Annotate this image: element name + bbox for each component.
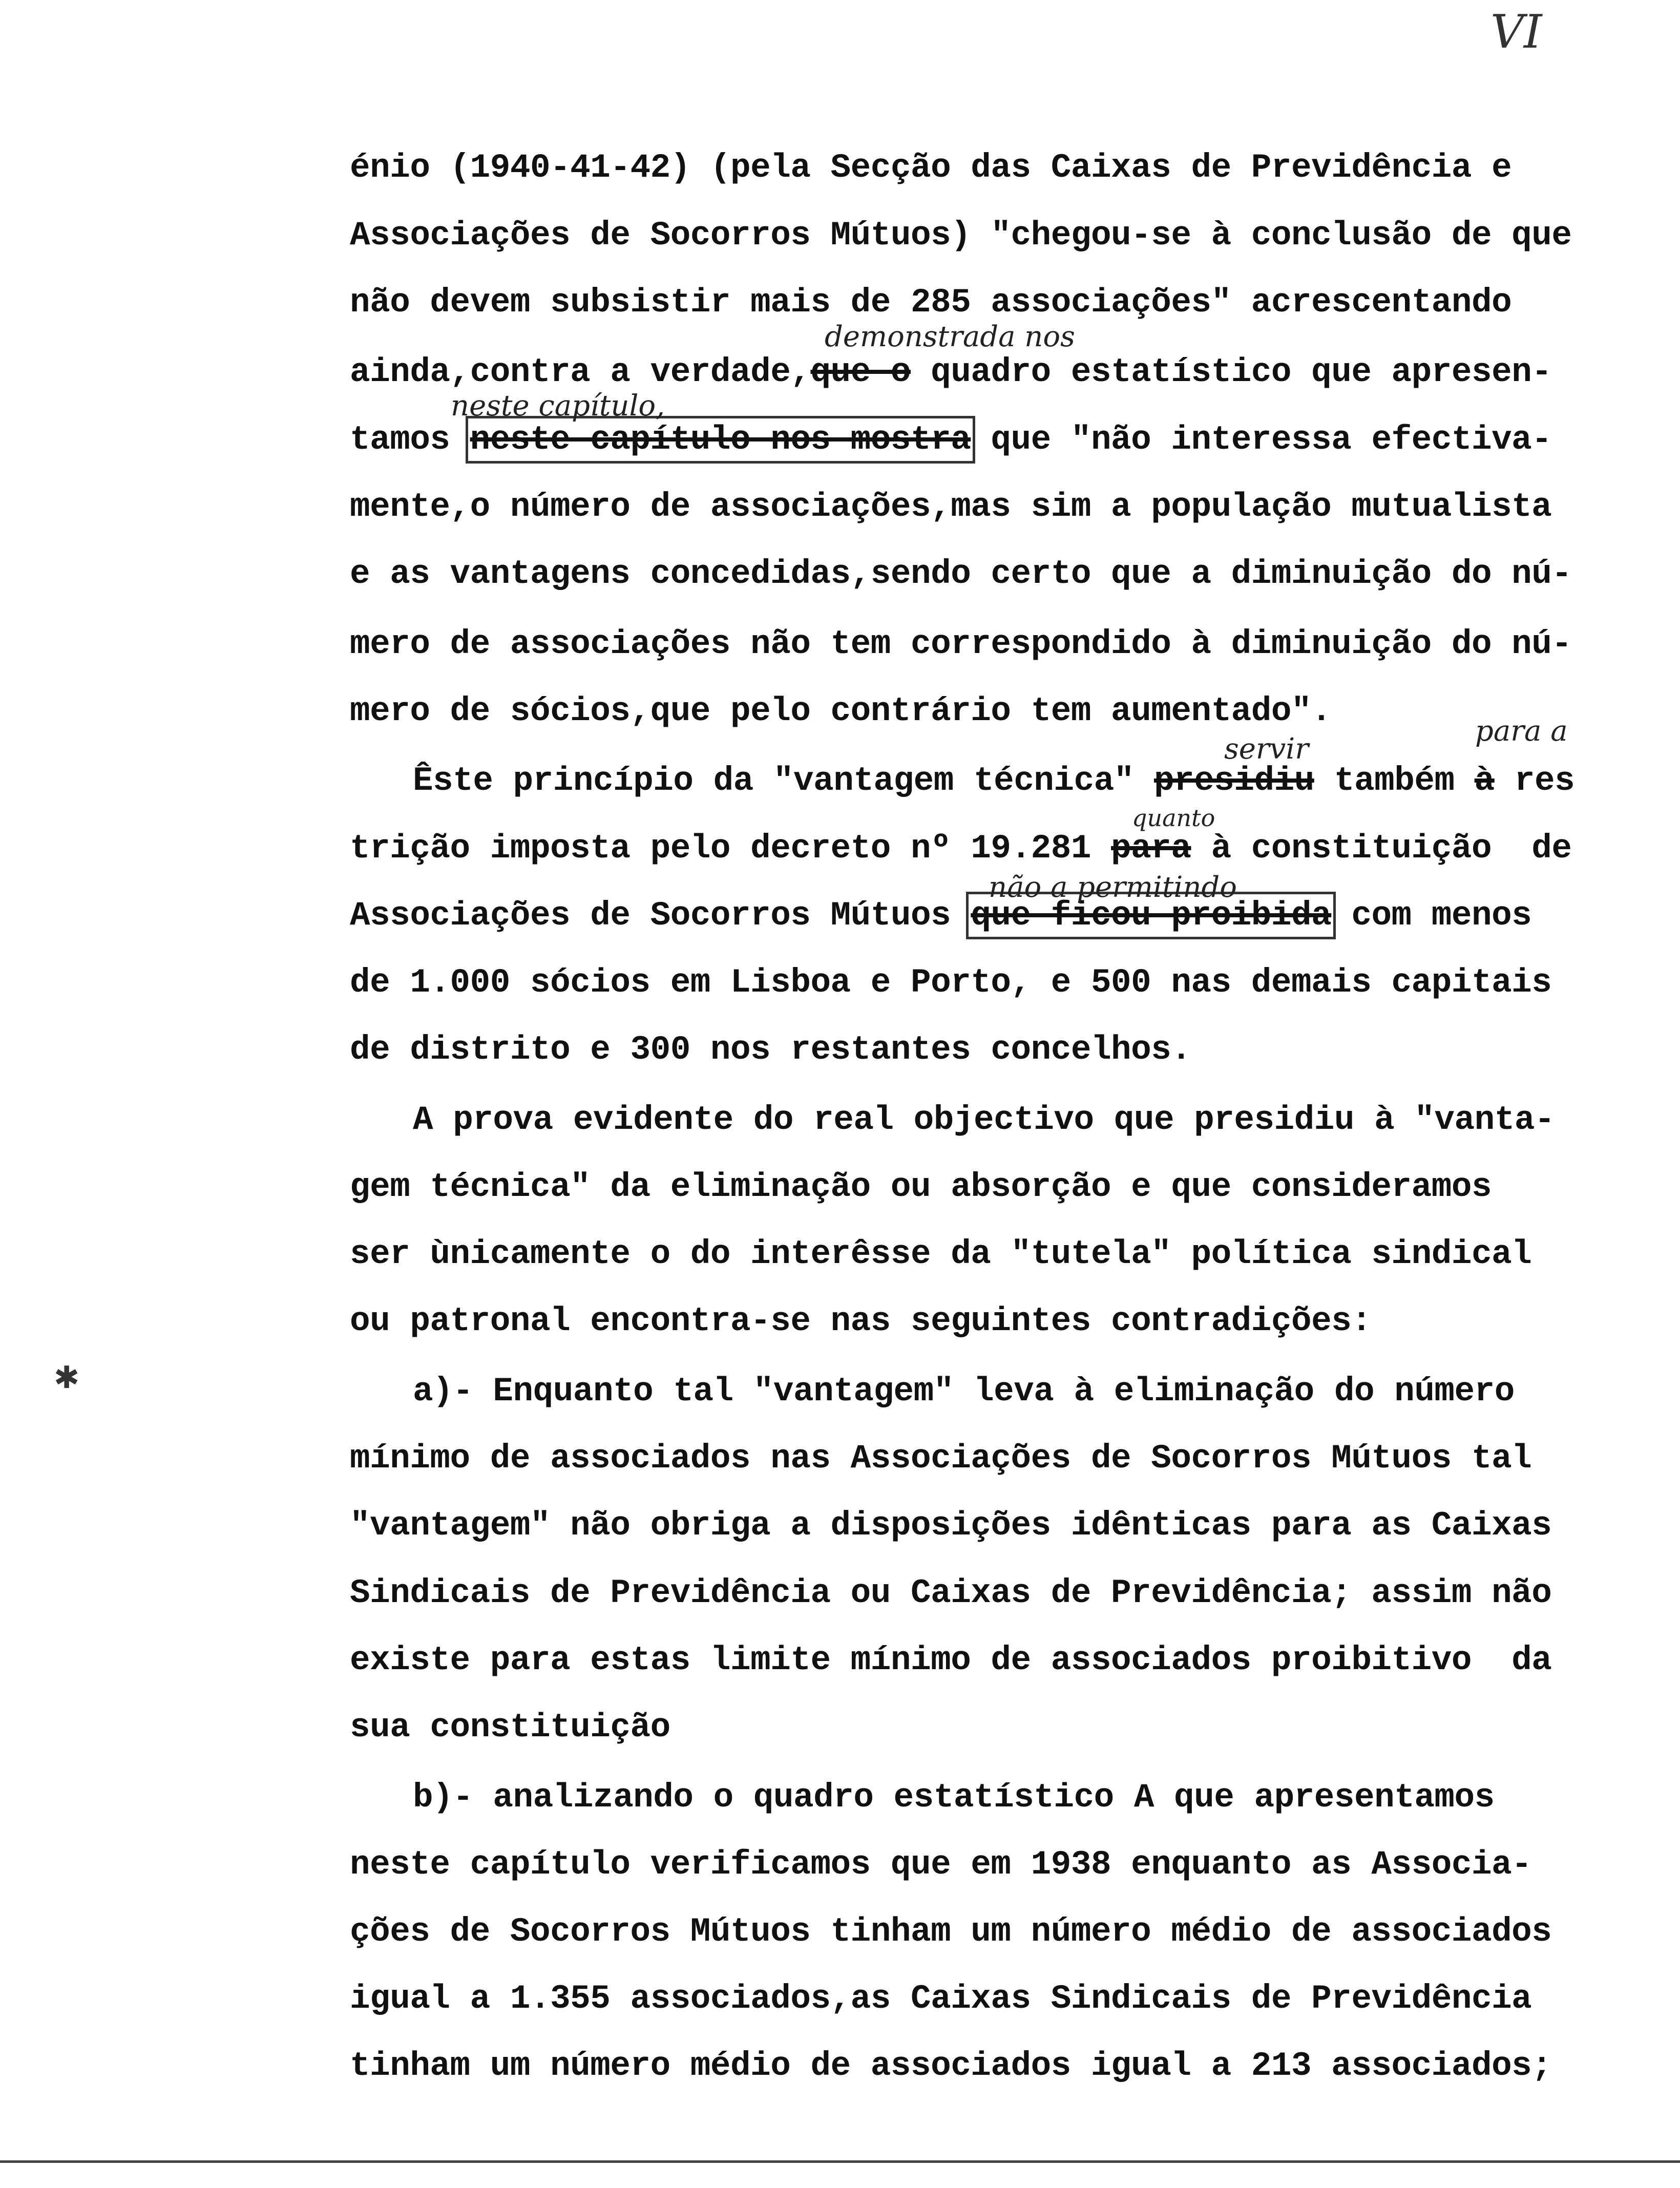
text-segment: Associações de Socorros Mútuos) "chegou-se à conclusão de que: [350, 216, 1572, 255]
text-line: [350, 213, 1572, 259]
page-number: VI: [1490, 5, 1542, 59]
text-line: [350, 1909, 1551, 1955]
text-line: [350, 484, 1551, 530]
text-segment: a)- Enquanto tal "vantagem" leva à eliminação do número: [413, 1372, 1515, 1411]
margin-mark: ✱: [54, 1360, 80, 1396]
text-line: [350, 1027, 1191, 1073]
text-segment: e as vantagens concedidas,sendo certo que a diminuição do nú-: [350, 554, 1572, 593]
text-segment: sua constituição: [350, 1708, 670, 1747]
text-segment: tinham um número médio de associados igual a 213 associados;: [350, 2047, 1552, 2086]
text-line: [350, 417, 1551, 463]
handwritten-annotation: demonstrada nos: [825, 320, 1075, 353]
text-segment: à constituição de: [1191, 829, 1572, 868]
text-line: [413, 1369, 1515, 1415]
text-line: [350, 1570, 1551, 1616]
text-segment: gem técnica" da eliminação ou absorção e que consideramos: [350, 1168, 1492, 1207]
text-line: [350, 1976, 1531, 2022]
text-segment: quadro estatístico que apresen-: [911, 353, 1552, 392]
text-segment: igual a 1.355 associados,as Caixas Sindicais de Previdência: [350, 1980, 1532, 2018]
text-line: [413, 1097, 1555, 1143]
text-segment: com menos: [1331, 896, 1532, 935]
text-segment: A prova evidente do real objectivo que presidiu à "vanta-: [413, 1100, 1555, 1139]
text-line: [350, 688, 1331, 734]
text-segment: ções de Socorros Mútuos tinham um número médio de associados: [350, 1912, 1552, 1951]
text-segment: Sindicais de Previdência ou Caixas de Previdência; assim não: [350, 1573, 1552, 1612]
text-line: [350, 1164, 1492, 1210]
bottom-rule: [0, 2160, 1680, 2163]
text-segment: de 1.000 sócios em Lisboa e Porto, e 500 nas demais capitais: [350, 963, 1552, 1002]
text-segment: tamos: [350, 420, 470, 459]
handwritten-annotation: servir: [1224, 732, 1309, 766]
text-segment: ser ùnicamente o do interêsse da "tutela" política sindical: [350, 1235, 1532, 1274]
struck-text: que o: [810, 353, 911, 392]
text-line: [413, 1775, 1495, 1821]
struck-text: presidiu: [1153, 762, 1314, 801]
text-segment: mente,o número de associações,mas sim a população mutualista: [350, 487, 1552, 526]
text-line: [350, 551, 1572, 597]
struck-text: neste capítulo nos mostra: [470, 420, 971, 459]
text-segment: mero de associações não tem correspondido à diminuição do nú-: [350, 624, 1572, 663]
text-segment: b)- analizando o quadro estatístico A que apresentamos: [413, 1778, 1495, 1817]
text-segment: Êste princípio da "vantagem técnica": [413, 762, 1154, 801]
text-line: [350, 1637, 1551, 1684]
text-line: [350, 349, 1551, 395]
text-segment: também: [1314, 762, 1475, 801]
struck-text: à: [1474, 762, 1495, 801]
text-line: [350, 1298, 1371, 1344]
text-segment: que "não interessa efectiva-: [971, 420, 1552, 459]
text-line: [350, 1231, 1531, 1277]
text-line: [350, 280, 1511, 326]
text-segment: trição imposta pelo decreto nº 19.281: [350, 829, 1111, 868]
struck-text: para: [1111, 829, 1191, 868]
text-line: [350, 621, 1572, 667]
text-line: [350, 1503, 1551, 1549]
text-line: [350, 1705, 670, 1751]
handwritten-annotation: neste capítulo,: [451, 389, 665, 423]
struck-text: que ficou proibida: [971, 896, 1332, 935]
handwritten-annotation: não a permitindo: [989, 871, 1237, 904]
text-segment: énio (1940-41-42) (pela Secção das Caixas de Previdência e: [350, 149, 1512, 187]
text-segment: Associações de Socorros Mútuos: [350, 896, 971, 935]
text-line: [350, 826, 1572, 872]
text-line: [350, 2043, 1551, 2089]
text-line: [350, 1436, 1531, 1482]
text-segment: neste capítulo verificamos que em 1938 enquanto as Associa-: [350, 1845, 1532, 1884]
text-line: [413, 758, 1574, 804]
text-segment: de distrito e 300 nos restantes concelhos.: [350, 1030, 1191, 1069]
text-segment: mero de sócios,que pelo contrário tem aumentado".: [350, 691, 1332, 730]
text-line: [350, 960, 1551, 1006]
text-line: [350, 145, 1511, 191]
text-line: [350, 1842, 1531, 1888]
text-segment: mínimo de associados nas Associações de Socorros Mútuos tal: [350, 1439, 1532, 1478]
text-segment: ainda,contra a verdade,: [350, 353, 811, 392]
text-segment: res: [1494, 762, 1575, 801]
text-segment: "vantagem" não obriga a disposições idênticas para as Caixas: [350, 1506, 1552, 1545]
text-segment: não devem subsistir mais de 285 associações" acrescentando: [350, 283, 1512, 322]
handwritten-annotation: quanto: [1132, 804, 1215, 832]
text-segment: existe para estas limite mínimo de associados proibitivo da: [350, 1640, 1552, 1679]
text-line: [350, 893, 1531, 939]
handwritten-annotation: para a: [1475, 714, 1568, 748]
text-segment: ou patronal encontra-se nas seguintes contradições:: [350, 1302, 1372, 1341]
